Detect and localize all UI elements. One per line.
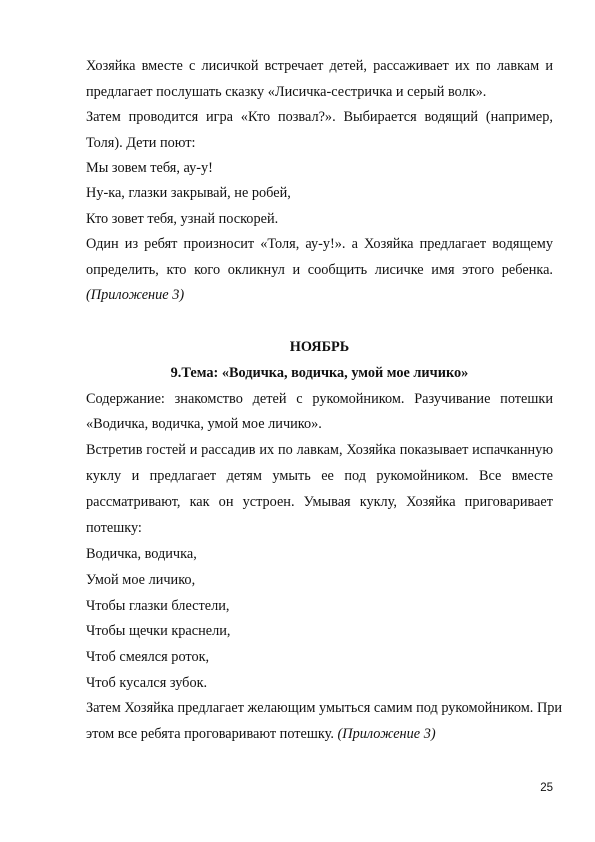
verse-line: Умой мое личико, <box>86 572 196 588</box>
verse-line: Чтоб кусался зубок. <box>86 675 208 691</box>
paragraph-line: Содержание: знакомство детей с рукомойником. Разучивание потешки <box>86 391 553 407</box>
month-heading: НОЯБРЬ <box>289 339 350 355</box>
paragraph-line <box>86 725 553 743</box>
paragraph-line: Хозяйка вместе с лисичкой встречает детей, рассаживает их по лавкам и <box>86 58 553 74</box>
verse-line: Кто зовет тебя, узнай поскорей. <box>86 211 279 227</box>
appendix-reference: (Приложение 3) <box>86 287 185 303</box>
paragraph-line: потешку: <box>86 520 142 536</box>
paragraph-line: Толя). Дети поют: <box>86 135 196 151</box>
paragraph-line: Затем Хозяйка предлагает желающим умыться самим под рукомойником. При <box>86 700 563 716</box>
verse-line: Водичка, водичка, <box>86 546 197 562</box>
paragraph-line: «Водичка, водичка, умой мое личико». <box>86 416 322 432</box>
verse-line: Чтоб смеялся роток, <box>86 649 210 665</box>
page-number: 25 <box>540 782 553 794</box>
verse-line: Ну-ка, глазки закрывай, не робей, <box>86 185 291 201</box>
paragraph-line: определить, кто кого окликнул и сообщить лисичке имя этого ребенка. <box>86 262 553 278</box>
paragraph-line: Встретив гостей и рассадив их по лавкам, Хозяйка показывает испачканную <box>86 442 553 458</box>
appendix-reference: (Приложение 3) <box>337 726 436 742</box>
verse-line: Чтобы щечки краснели, <box>86 623 231 639</box>
verse-line: Чтобы глазки блестели, <box>86 598 230 614</box>
paragraph-line: рассматривают, как он устроен. Умывая куклу, Хозяйка приговаривает <box>86 494 553 510</box>
paragraph-text: этом все ребята проговаривают потешку. <box>86 726 334 742</box>
topic-heading: 9.Тема: «Водичка, водичка, умой мое личико» <box>170 365 469 381</box>
paragraph-line: предлагает послушать сказку «Лисичка-сестричка и серый волк». <box>86 84 487 100</box>
verse-line: Мы зовем тебя, ау-у! <box>86 160 213 176</box>
paragraph-line: куклу и предлагает детям умыть ее под рукомойником. Все вместе <box>86 468 553 484</box>
paragraph-line: Затем проводится игра «Кто позвал?». Выбирается водящий (например, <box>86 109 553 125</box>
paragraph-line: Один из ребят произносит «Толя, ау-у!». а Хозяйка предлагает водящему <box>86 236 553 252</box>
